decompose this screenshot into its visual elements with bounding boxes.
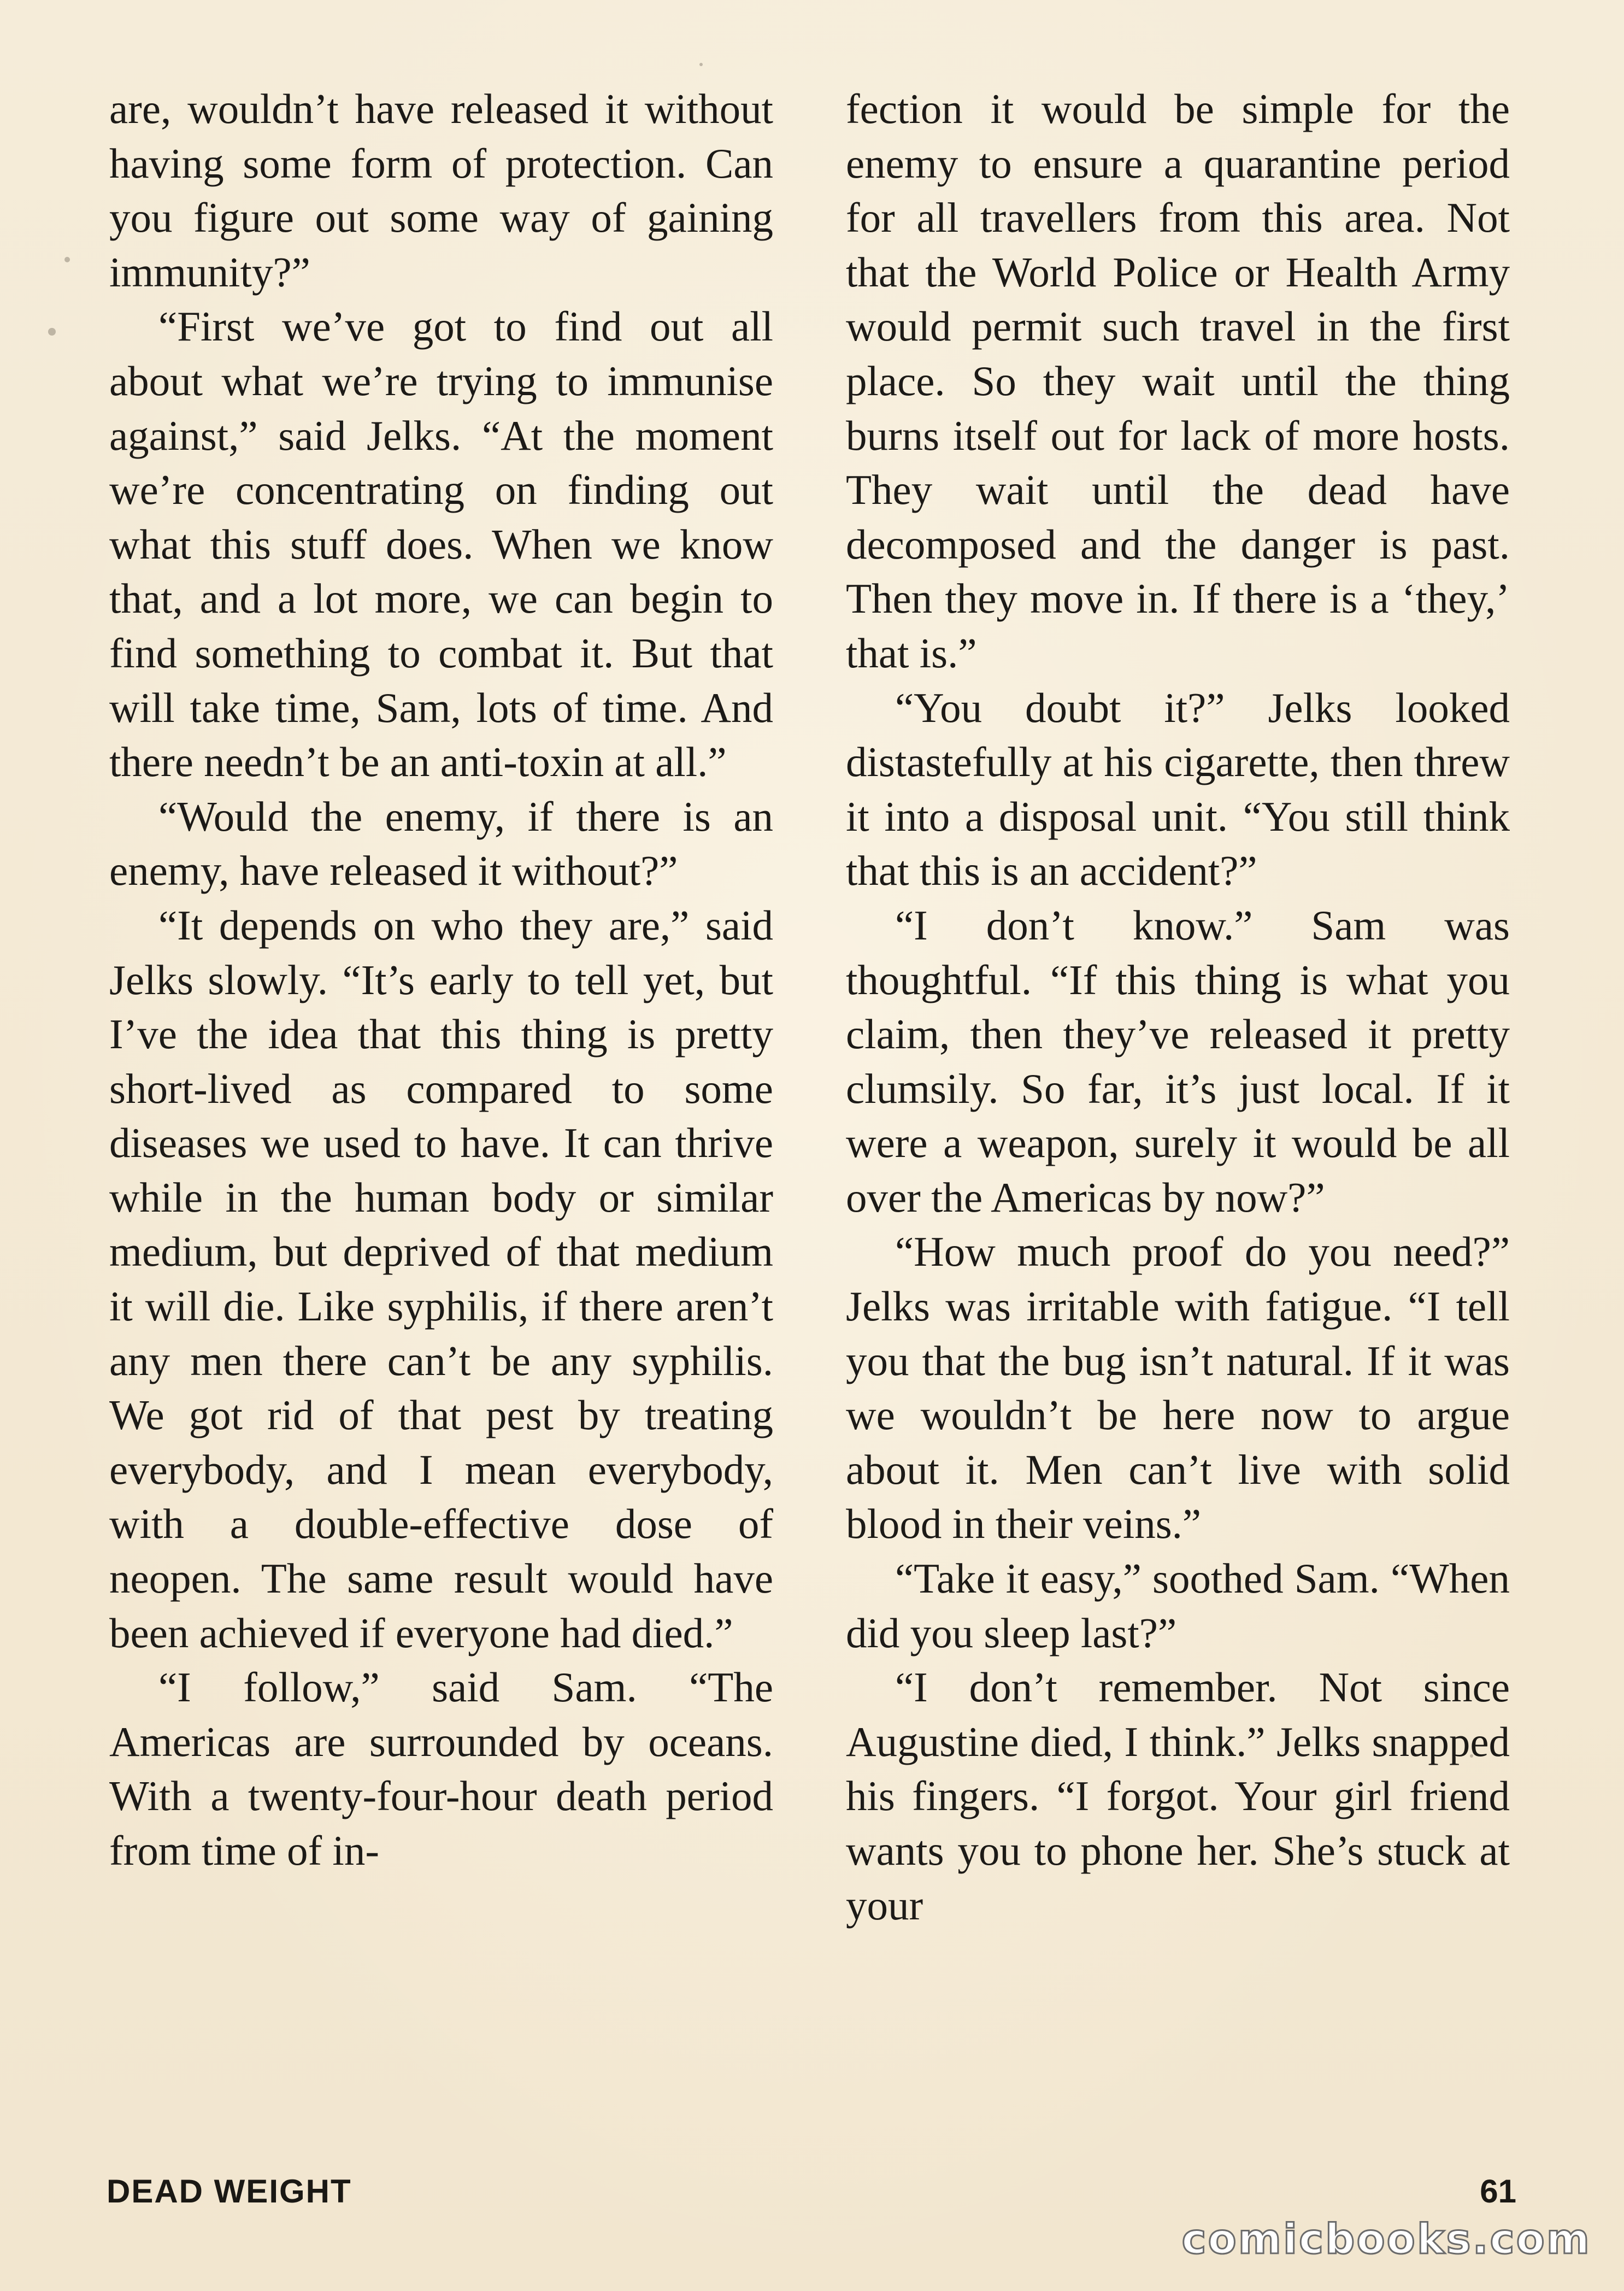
site-watermark: comicbooks.com [1181,2214,1591,2263]
paragraph: “How much proof do you need?” Jelks was irritable with fatigue. “I tell you that the bug isn’t natural. If it was we wouldn’t be here now to argue about it. Men can’t live with solid blood in their veins.” [846,1228,1510,1548]
paragraph: “I follow,” said Sam. “The Americas are surrounded by oceans. With a twenty-four-hour death period from time of in- [109,1664,773,1874]
right-text-column [846,82,1510,1932]
paper-speck [64,257,70,262]
paper-speck [699,63,703,66]
paper-speck [1470,1754,1473,1758]
paragraph: “Would the enemy, if there is an enemy, have released it without?” [109,792,773,895]
page-footer [107,2172,1516,2216]
paragraph: “I don’t know.” Sam was thoughtful. “If this thing is what you claim, then they’ve released it pretty clumsily. So far, it’s just local. If it were a weapon, surely it would be all over the Americas by now?” [846,901,1510,1221]
paragraph: “Take it easy,” soothed Sam. “When did you sleep last?” [846,1555,1510,1656]
running-title: DEAD WEIGHT [107,2173,352,2210]
paragraph: “First we’ve got to find out all about what we’re trying to immunise against,” said Jelks. “At the moment we’re concentrating on finding out what this stuff does. When we know that, and a lot more, we can begin to find something to combat it. But that will take time, Sam, lots of time. And there needn’t be an anti-toxin at all.” [109,303,773,786]
paragraph: “You doubt it?” Jelks looked distastefully at his cigarette, then threw it into a disposal unit. “You still think that this is an accident?” [846,684,1510,895]
paragraph: “I don’t remember. Not since Augustine died, I think.” Jelks snapped his fingers. “I forgot. Your girl friend wants you to phone her. She’s stuck at your [846,1664,1510,1929]
paragraph: “It depends on who they are,” said Jelks slowly. “It’s early to tell yet, but I’ve the idea that this thing is pretty short-lived as compared to some diseases we used to have. It can thrive while in the human body or similar medium, but deprived of that medium it will die. Like syphilis, if there aren’t any men there can’t be any syphilis. We got rid of that pest by treating everybody, and I mean everybody, with a double-effective dose of neopen. The same result would have been achieved if everyone had died.” [109,901,773,1656]
left-text-column [109,82,773,1878]
paragraph: are, wouldn’t have released it without having some form of protection. Can you figure out some way of gaining immunity?” [109,85,773,296]
paragraph: fection it would be simple for the enemy to ensure a quarantine period for all travellers from this area. Not that the World Police or Health Army would permit such travel in the first place. So they wait until the thing burns itself out for lack of more hosts. They wait until the dead have decomposed and the danger is past. Then they move in. If there is a ‘they,’ that is.” [846,85,1510,677]
paper-speck [48,328,56,336]
page-number: 61 [1480,2173,1516,2210]
